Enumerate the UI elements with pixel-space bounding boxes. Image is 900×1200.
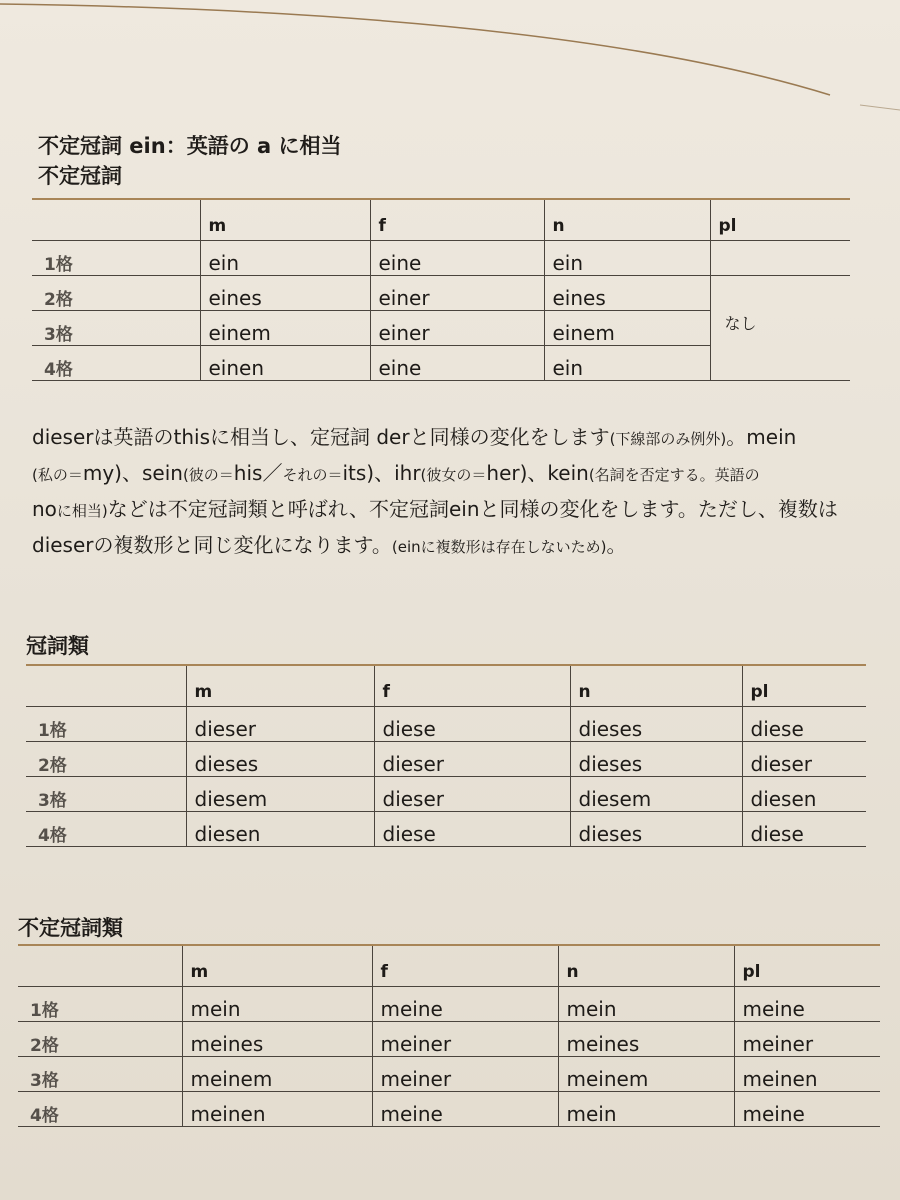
table-header-row xyxy=(32,200,850,241)
cell-pl: meinen xyxy=(734,1057,880,1092)
table-header-row xyxy=(26,666,866,707)
table-row xyxy=(26,742,866,777)
cell-m: einen xyxy=(200,346,370,381)
cell-f: einer xyxy=(370,311,544,346)
cell-m: dieser xyxy=(186,707,374,742)
para-note: (私の＝ xyxy=(32,466,83,484)
cell-pl: diese xyxy=(742,812,866,847)
page-edge-curve xyxy=(0,0,900,130)
cell-pl xyxy=(710,276,850,311)
col-header-pl: pl xyxy=(710,200,850,241)
cell-pl xyxy=(710,346,850,381)
col-header-pl: pl xyxy=(734,946,880,987)
cell-n: dieses xyxy=(570,707,742,742)
col-header-m: m xyxy=(186,666,374,707)
table-row xyxy=(26,707,866,742)
section-heading-articles: 冠詞類 xyxy=(26,634,89,658)
col-header-f: f xyxy=(372,946,558,987)
explanation-paragraph xyxy=(32,420,872,564)
cell-n: mein xyxy=(558,987,734,1022)
cell-m: diesem xyxy=(186,777,374,812)
col-header-m: m xyxy=(182,946,372,987)
case-label: 2格 xyxy=(18,1022,182,1057)
cell-f: meine xyxy=(372,1092,558,1127)
case-label: 1格 xyxy=(32,241,200,276)
cell-pl: diese xyxy=(742,707,866,742)
cell-n: meinem xyxy=(558,1057,734,1092)
cell-n: eines xyxy=(544,276,710,311)
cell-m: ein xyxy=(200,241,370,276)
cell-m: eines xyxy=(200,276,370,311)
cell-f: dieser xyxy=(374,777,570,812)
case-label: 3格 xyxy=(26,777,186,812)
para-note: (einに複数形は存在しないため) xyxy=(391,538,607,556)
cell-n: dieses xyxy=(570,812,742,847)
col-header-f: f xyxy=(370,200,544,241)
table-row xyxy=(26,812,866,847)
cell-m: meinen xyxy=(182,1092,372,1127)
cell-n: dieses xyxy=(570,742,742,777)
col-header-f: f xyxy=(374,666,570,707)
para-text: her)、kein xyxy=(486,461,589,485)
table-row xyxy=(26,777,866,812)
cell-f: eine xyxy=(370,241,544,276)
cell-m: meines xyxy=(182,1022,372,1057)
para-note: それの＝ xyxy=(282,466,343,484)
col-header-m: m xyxy=(200,200,370,241)
para-text: my)、sein xyxy=(82,461,183,485)
table-row xyxy=(32,276,850,311)
cell-f: diese xyxy=(374,812,570,847)
table-row xyxy=(18,1057,880,1092)
cell-m: mein xyxy=(182,987,372,1022)
para-text: no xyxy=(32,497,57,521)
cell-m: einem xyxy=(200,311,370,346)
cell-n: einem xyxy=(544,311,710,346)
cell-f: einer xyxy=(370,276,544,311)
cell-pl: meine xyxy=(734,987,880,1022)
cell-pl: diesen xyxy=(742,777,866,812)
para-text: 。mein xyxy=(726,425,797,449)
col-header-n: n xyxy=(570,666,742,707)
cell-pl: dieser xyxy=(742,742,866,777)
cell-n: mein xyxy=(558,1092,734,1127)
case-label: 3格 xyxy=(32,311,200,346)
table-row xyxy=(32,241,850,276)
cell-f: meiner xyxy=(372,1057,558,1092)
cell-m: meinem xyxy=(182,1057,372,1092)
para-note: に相当) xyxy=(56,502,108,520)
case-label: 3格 xyxy=(18,1057,182,1092)
case-label: 4格 xyxy=(32,346,200,381)
cell-m: dieses xyxy=(186,742,374,777)
para-note: (名詞を否定する。英語の xyxy=(588,466,760,484)
case-label: 2格 xyxy=(32,276,200,311)
header-corner xyxy=(18,946,182,987)
para-text: its)、ihr xyxy=(342,461,421,485)
cell-f: dieser xyxy=(374,742,570,777)
para-note: (下線部のみ例外) xyxy=(609,430,727,448)
col-header-n: n xyxy=(544,200,710,241)
cell-n: ein xyxy=(544,346,710,381)
cell-n: meines xyxy=(558,1022,734,1057)
table-row xyxy=(18,1022,880,1057)
cell-pl xyxy=(710,241,850,276)
case-label: 4格 xyxy=(18,1092,182,1127)
section-heading-indefinite-article: 不定冠詞 ein：英語の a に相当 xyxy=(38,134,342,158)
case-label: 1格 xyxy=(26,707,186,742)
indefinite-article-class-table xyxy=(18,946,880,1127)
para-text: dieserは英語のthisに相当し、定冠詞 derと同様の変化をします xyxy=(32,425,610,449)
cell-f: meine xyxy=(372,987,558,1022)
cell-m: diesen xyxy=(186,812,374,847)
header-corner xyxy=(26,666,186,707)
section-subheading-indefinite-article: 不定冠詞 xyxy=(38,164,122,188)
table-row xyxy=(18,1092,880,1127)
cell-pl-none: なし xyxy=(710,311,850,346)
para-text: his／ xyxy=(233,461,283,485)
table-row xyxy=(32,346,850,381)
case-label: 2格 xyxy=(26,742,186,777)
para-text: 。 xyxy=(606,533,627,557)
col-header-pl: pl xyxy=(742,666,866,707)
col-header-n: n xyxy=(558,946,734,987)
articles-table xyxy=(26,666,866,847)
header-corner xyxy=(32,200,200,241)
para-note: (彼女の＝ xyxy=(420,466,487,484)
cell-f: diese xyxy=(374,707,570,742)
cell-n: diesem xyxy=(570,777,742,812)
para-text: などは不定冠詞類と呼ばれ、不定冠詞einと同様の変化をします。ただし、複数はdieserの複数形と同じ変化になります。 xyxy=(32,497,838,557)
cell-f: meiner xyxy=(372,1022,558,1057)
cell-n: ein xyxy=(544,241,710,276)
para-note: (彼の＝ xyxy=(182,466,234,484)
table-row xyxy=(18,987,880,1022)
table-row xyxy=(32,311,850,346)
table-header-row xyxy=(18,946,880,987)
cell-f: eine xyxy=(370,346,544,381)
case-label: 1格 xyxy=(18,987,182,1022)
cell-pl: meiner xyxy=(734,1022,880,1057)
case-label: 4格 xyxy=(26,812,186,847)
indefinite-article-table xyxy=(32,200,850,381)
section-heading-indefinite-article-class: 不定冠詞類 xyxy=(18,916,123,940)
cell-pl: meine xyxy=(734,1092,880,1127)
